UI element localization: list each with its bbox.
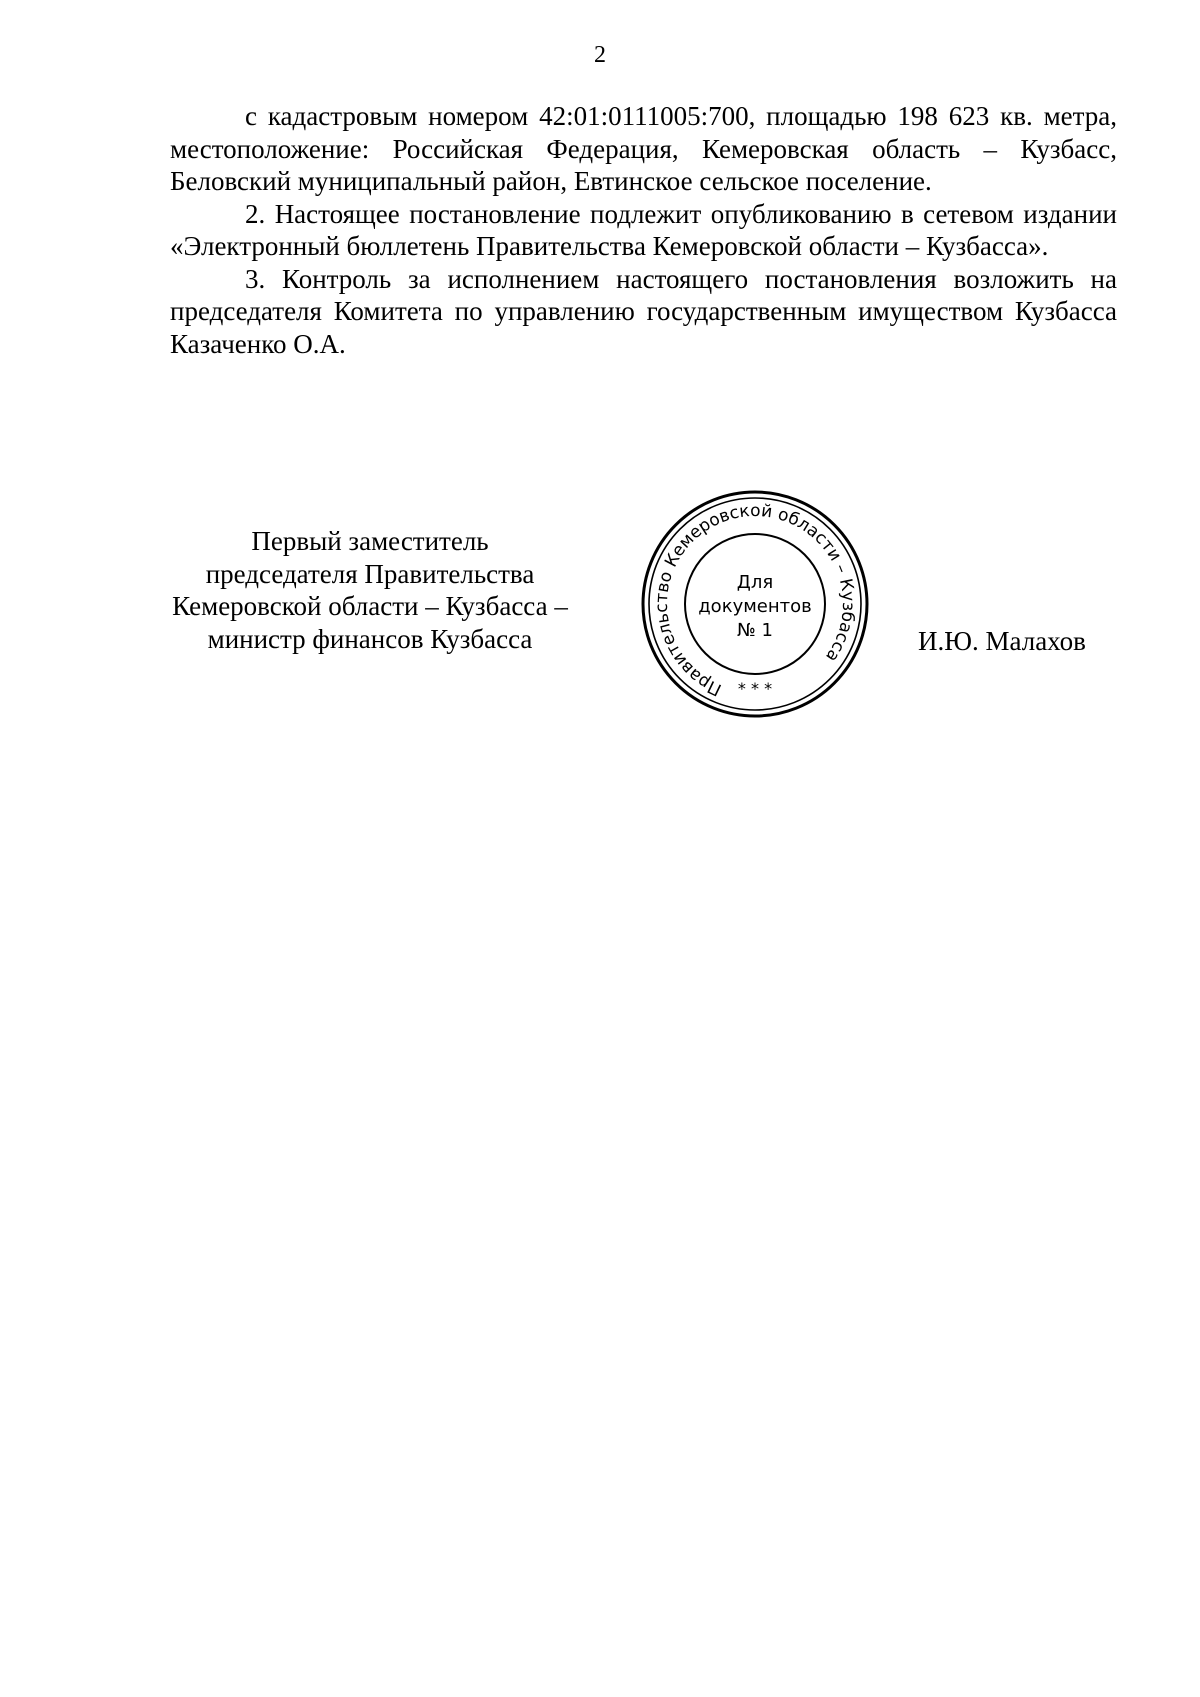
- page-number: 2: [594, 42, 606, 68]
- position-line: председателя Правительства: [205, 558, 535, 589]
- paragraph-3: 3. Контроль за исполнением настоящего постановления возложить на председателя Комитета по управлению государственным имуществом Кузбасса Казаченко О.А.: [170, 263, 1117, 359]
- official-stamp: [630, 490, 880, 718]
- position-line: министр финансов Кузбасса: [207, 623, 533, 654]
- stamp-stars: * * *: [737, 679, 773, 698]
- paragraph-continuation: с кадастровым номером 42:01:0111005:700, площадью 198 623 кв. метра, местоположение: Российская Федерация, Кемеровская область – Кузбасс, Беловский муниципальный район, Евтинское сельское поселение.: [170, 101, 1117, 196]
- signer-name: И.Ю. Малахов: [918, 626, 1086, 656]
- stamp-center-line: документов: [698, 596, 812, 617]
- position-line: Первый заместитель: [251, 526, 489, 556]
- document-body: [170, 100, 1117, 360]
- stamp-seal: [630, 490, 880, 718]
- paragraph-2: 2. Настоящее постановление подлежит опубликованию в сетевом издании «Электронный бюллетень Правительства Кемеровской области – Кузбасса».: [170, 198, 1117, 261]
- position-line: Кемеровской области – Кузбасса –: [172, 591, 568, 621]
- stamp-center-line: Для: [736, 572, 774, 593]
- stamp-ring-text: Правительство Кемеровской области – Кузбасса: [651, 500, 859, 700]
- signatory-position: [130, 525, 610, 655]
- stamp-center-line: № 1: [737, 620, 773, 641]
